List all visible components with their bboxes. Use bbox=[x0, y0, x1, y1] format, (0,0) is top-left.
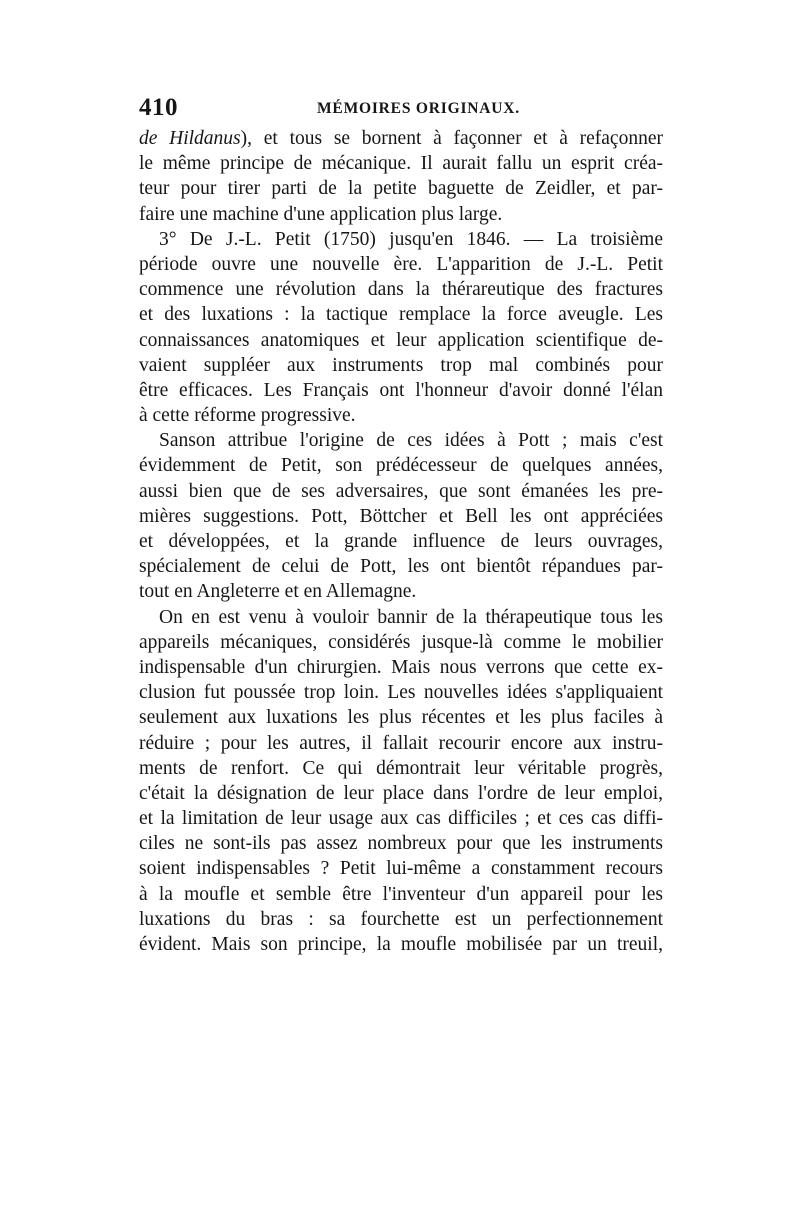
running-title: MÉMOIRES ORIGINAUX. bbox=[317, 100, 520, 117]
text-line: commence une révolution dans la thérareutique des fractures bbox=[139, 279, 663, 301]
text-line: aussi bien que de ses adversaires, que sont émanées les pre- bbox=[139, 480, 663, 502]
text-line: vaient suppléer aux instruments trop mal combinés pour bbox=[139, 354, 663, 376]
italic-name: de Hildanus bbox=[139, 128, 241, 149]
text-line: luxations du bras : sa fourchette est un perfectionnement bbox=[139, 908, 663, 930]
text-line: et des luxations : la tactique remplace la force aveugle. Les bbox=[139, 304, 663, 326]
page-header bbox=[139, 94, 663, 124]
text-line: seulement aux luxations les plus récentes et les plus faciles à bbox=[139, 707, 663, 729]
text-line: évidemment de Petit, son prédécesseur de quelques années, bbox=[139, 455, 663, 477]
text-line: réduire ; pour les autres, il fallait recourir encore aux instru- bbox=[139, 732, 663, 754]
text-line: ciles ne sont-ils pas assez nombreux pour que les instruments bbox=[139, 833, 663, 855]
text-line: le même principe de mécanique. Il aurait fallu un esprit créa- bbox=[139, 153, 663, 175]
text-line: à cette réforme progressive. bbox=[139, 405, 356, 427]
body-text bbox=[139, 126, 663, 957]
text-line: être efficaces. Les Français ont l'honneur d'avoir donné l'élan bbox=[139, 379, 663, 401]
paragraph-first-line: Sanson attribue l'origine de ces idées à Pott ; mais c'est bbox=[159, 430, 663, 452]
text-line: appareils mécaniques, considérés jusque-là comme le mobilier bbox=[139, 631, 663, 653]
text-line: teur pour tirer parti de la petite baguette de Zeidler, et par- bbox=[139, 178, 663, 200]
text-line-content: ), et tous se bornent à façonner et à refaçonner bbox=[240, 128, 663, 149]
text-line: c'était la désignation de leur place dans l'ordre de leur emploi, bbox=[139, 782, 663, 804]
text-line: et la limitation de leur usage aux cas difficiles ; et ces cas diffi- bbox=[139, 808, 663, 830]
text-line: mières suggestions. Pott, Böttcher et Bell les ont appréciées bbox=[139, 505, 663, 527]
text-line: tout en Angleterre et en Allemagne. bbox=[139, 581, 417, 603]
text-line: ments de renfort. Ce qui démontrait leur véritable progrès, bbox=[139, 757, 663, 779]
text-line: et développées, et la grande influence de leurs ouvrages, bbox=[139, 531, 663, 552]
text-line: connaissances anatomiques et leur application scientifique de- bbox=[139, 329, 663, 351]
section-heading-line: 3° De J.-L. Petit (1750) jusqu'en 1846. — La troisième bbox=[159, 228, 663, 250]
text-line: soient indispensables ? Petit lui-même a constamment recours bbox=[139, 858, 663, 880]
text-line: indispensable d'un chirurgien. Mais nous verrons que cette ex- bbox=[139, 656, 663, 678]
text-line: à la moufle et semble être l'inventeur d'un appareil pour les bbox=[139, 883, 663, 905]
text-line: clusion fut poussée trop loin. Les nouvelles idées s'appliquaient bbox=[139, 682, 663, 704]
text-line: faire une machine d'une application plus large. bbox=[139, 203, 503, 225]
page-number: 410 bbox=[139, 94, 178, 121]
text-line: évident. Mais son principe, la moufle mobilisée par un treuil, bbox=[139, 934, 663, 955]
text-line: spécialement de celui de Pott, les ont bientôt répandues par- bbox=[139, 556, 663, 578]
text-line: période ouvre une nouvelle ère. L'apparition de J.-L. Petit bbox=[139, 253, 663, 275]
text-line bbox=[139, 126, 663, 151]
paragraph-first-line: On en est venu à vouloir bannir de la thérapeutique tous les bbox=[159, 606, 663, 628]
